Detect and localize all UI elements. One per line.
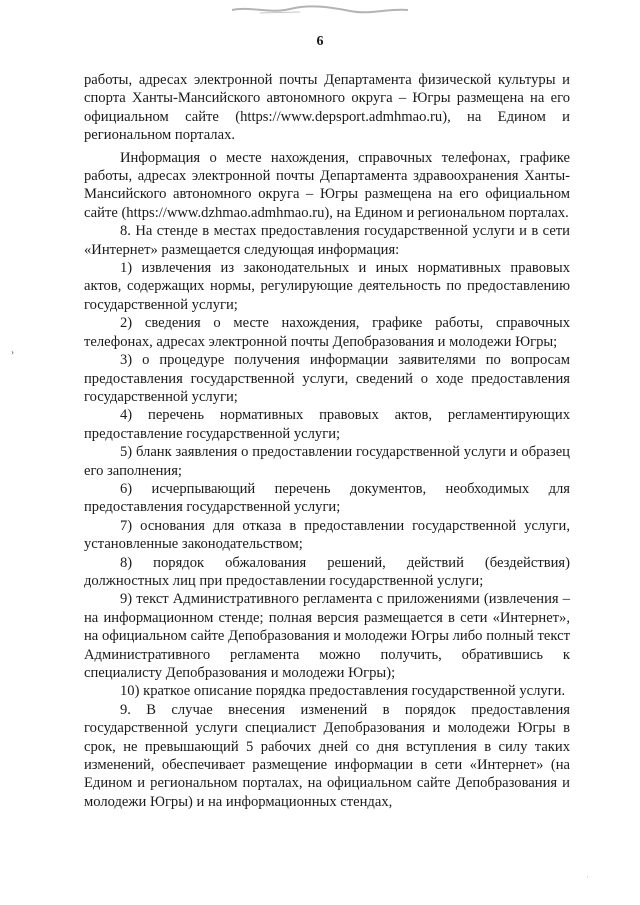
list-item: 6) исчерпывающий перечень документов, необходимых для предоставления государственной услуги; bbox=[84, 480, 570, 516]
paragraph: 8. На стенде в местах предоставления государственной услуги и в сети «Интернет» размещается следующая информация: bbox=[84, 223, 570, 258]
list-item: 2) сведения о месте нахождения, графике работы, справочных телефонах, адресах электронной почты Депобразования и молодежи Югры; bbox=[84, 315, 570, 350]
scan-noise-mark bbox=[230, 4, 410, 16]
margin-speck: › bbox=[11, 347, 14, 357]
page-number: 6 bbox=[316, 34, 324, 49]
list-item: 4) перечень нормативных правовых актов, регламентирующих предоставление государственной услуги; bbox=[84, 407, 570, 442]
paragraph: 9. В случае внесения изменений в порядок предоставления государственной услуги специалист Депобразования и молодежи Югры в срок, не превышающий 5 рабочих дней со дня вступления в силу таких изменений, обеспечивает размещение информации в сети «Интернет» (на Едином и региональном порталах, на официальном сайте Депобразования и молодежи Югры) и на информационных стендах, bbox=[84, 701, 570, 810]
list-item: 5) бланк заявления о предоставлении государственной услуги и образец его заполнения; bbox=[84, 444, 570, 479]
list-item: 9) текст Административного регламента с приложениями (извлечения – на информационном стенде; полная версия размещается в сети «Интернет», на официальном сайте Депобразования и молодежи Югры либо полный текст Административного регламента можно получить, обратившись к специалисту Депобразования и молодежи Югры); bbox=[84, 591, 570, 681]
list-item: 3) о процедуре получения информации заявителями по вопросам предоставления государственной услуги, сведений о ходе предоставления государственной услуги; bbox=[84, 352, 570, 405]
list-item: 7) основания для отказа в предоставлении государственной услуги, установленные законодательством; bbox=[84, 517, 570, 553]
paragraph: Информация о месте нахождения, справочных телефонах, графике работы, адресах электронной почты Департамента здравоохранения Ханты-Мансийского автономного округа – Югры размещена на его официальном сайте (https://www.dzhmao.admhmao.ru), на Едином и региональном порталах. bbox=[84, 149, 570, 221]
list-item: 1) извлечения из законодательных и иных нормативных правовых актов, содержащих нормы, регулирующие деятельность по предоставлению государственной услуги; bbox=[84, 260, 570, 313]
document-body bbox=[84, 71, 570, 811]
corner-speck: · bbox=[586, 872, 589, 882]
list-item: 10) краткое описание порядка предоставления государственной услуги. bbox=[120, 683, 566, 700]
paragraph: работы, адресах электронной почты Департамента физической культуры и спорта Ханты-Мансийского автономного округа – Югры размещена на его официальном сайте (https://www.depsport.admhmao.ru), на Едином и региональном порталах. bbox=[84, 72, 570, 144]
list-item: 8) порядок обжалования решений, действий (бездействия) должностных лиц при предоставлении государственной услуги; bbox=[84, 554, 570, 589]
